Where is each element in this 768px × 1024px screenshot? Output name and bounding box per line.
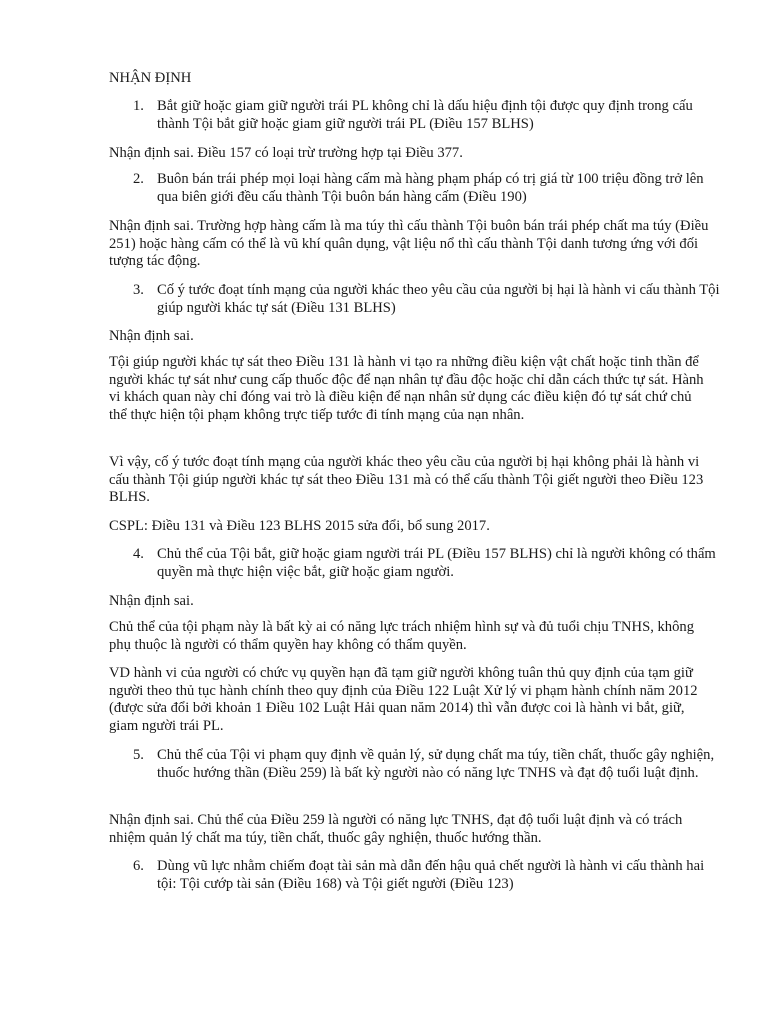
answer-1: Nhận định sai. Điều 157 có loại trừ trường hợp tại Điều 377. <box>109 145 463 161</box>
statement-2 <box>133 171 723 207</box>
answer-3-legal-basis: CSPL: Điều 131 và Điều 123 BLHS 2015 sửa đổi, bổ sung 2017. <box>109 518 490 534</box>
statement-text: Dùng vũ lực nhằm chiếm đoạt tài sản mà dẫn đến hậu quả chết người là hành vi cấu thành hai tội: Tội cướp tài sản (Điều 168) và Tội giết người (Điều 123) <box>157 858 705 892</box>
statement-text: Buôn bán trái phép mọi loại hàng cấm mà hàng phạm pháp có trị giá từ 100 triệu đồng trở lên qua biên giới đều cấu thành Tội buôn bán hàng cấm (Điều 190) <box>157 171 704 205</box>
answer-2: Nhận định sai. Trường hợp hàng cấm là ma túy thì cấu thành Tội buôn bán trái phép chất ma túy (Điều 251) hoặc hàng cấm có thể là vũ khí quân dụng, vật liệu nổ thì cấu thành Tội danh tương ứng với đối tượng tác động. <box>109 218 709 270</box>
statement-text: Chủ thể của Tội bắt, giữ hoặc giam người trái PL (Điều 157 BLHS) chỉ là người không có thẩm quyền mà thực hiện việc bắt, giữ hoặc giam người. <box>157 546 716 580</box>
statement-3 <box>133 282 723 318</box>
statement-number: 3. <box>133 282 144 298</box>
answer-4-example: VD hành vi của người có chức vụ quyền hạn đã tạm giữ người không tuân thủ quy định của tạm giữ người theo thủ tục hành chính theo quy định của Điều 122 Luật Xử lý vi phạm hành chính năm 2012 (được sửa đổi bởi khoản 1 Điều 102 Luật Hải quan năm 2014) thì vẫn được coi là hành vi bắt, giữ, giam người trái PL. <box>109 665 698 734</box>
statement-4 <box>133 546 723 582</box>
statement-number: 5. <box>133 747 144 763</box>
statement-number: 6. <box>133 858 144 874</box>
statement-text: Cố ý tước đoạt tính mạng của người khác theo yêu cầu của người bị hại là hành vi cấu thành Tội giúp người khác tự sát (Điều 131 BLHS) <box>157 282 720 316</box>
answer-3-conclusion: Vì vậy, cố ý tước đoạt tính mạng của người khác theo yêu cầu của người bị hại không phải là hành vi cấu thành Tội giúp người khác tự sát theo Điều 131 mà có thể cấu thành Tội giết người theo Điều 123 BLHS. <box>109 454 704 506</box>
answer-3-verdict: Nhận định sai. <box>109 328 194 344</box>
statement-1 <box>133 98 723 134</box>
statement-text: Chủ thể của Tội vi phạm quy định về quản lý, sử dụng chất ma túy, tiền chất, thuốc gây nghiện, thuốc hướng thần (Điều 259) là bất kỳ người nào có năng lực TNHS và đạt độ tuổi luật định. <box>157 747 715 781</box>
statement-text: Bắt giữ hoặc giam giữ người trái PL không chỉ là dấu hiệu định tội được quy định trong cấu thành Tội bắt giữ hoặc giam giữ người trái PL (Điều 157 BLHS) <box>157 98 693 132</box>
answer-3-explanation: Tội giúp người khác tự sát theo Điều 131 là hành vi tạo ra những điều kiện vật chất hoặc tinh thần để người khác tự sát như cung cấp thuốc độc để nạn nhân tự đầu độc hoặc chỉ dẫn cách thức tự sát. Hành vi khách quan này chỉ đóng vai trò là điều kiện để nạn nhân sử dụng các điều kiện đó tự sát chứ chủ thể thực hiện tội phạm không trực tiếp tước đi tính mạng của nạn nhân. <box>109 354 704 423</box>
statement-6 <box>133 858 723 894</box>
answer-4-explanation: Chủ thể của tội phạm này là bất kỳ ai có năng lực trách nhiệm hình sự và đủ tuổi chịu TNHS, không phụ thuộc là người có thẩm quyền hay không có thẩm quyền. <box>109 619 694 653</box>
statement-number: 1. <box>133 98 144 114</box>
document-heading: NHẬN ĐỊNH <box>109 70 192 86</box>
statement-5 <box>133 747 723 801</box>
answer-4-verdict: Nhận định sai. <box>109 593 194 609</box>
answer-5: Nhận định sai. Chủ thể của Điều 259 là người có năng lực TNHS, đạt độ tuổi luật định và có trách nhiệm quản lý chất ma túy, tiền chất, thuốc gây nghiện, thuốc hướng thần. <box>109 812 683 846</box>
statement-number: 2. <box>133 171 144 187</box>
statement-number: 4. <box>133 546 144 562</box>
